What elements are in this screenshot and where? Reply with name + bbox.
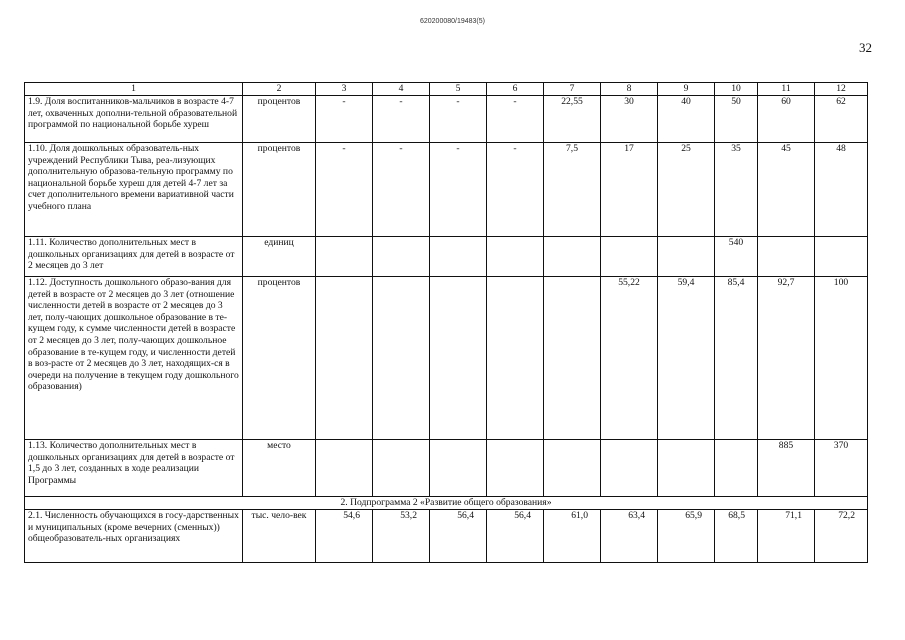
value-cell: [373, 440, 430, 497]
value-cell: 92,7: [758, 277, 815, 440]
col-header: 4: [373, 83, 430, 96]
value-cell: -: [430, 96, 487, 143]
col-header: 11: [758, 83, 815, 96]
table-row: [25, 237, 868, 277]
value-cell: -: [373, 96, 430, 143]
value-cell: [430, 237, 487, 277]
indicator-unit: процентов: [243, 277, 316, 440]
table-row: [25, 96, 868, 143]
indicators-table: [24, 82, 868, 563]
table-row: [25, 510, 868, 563]
value-cell: [430, 440, 487, 497]
value-cell: -: [430, 143, 487, 237]
indicator-name: 1.13. Количество дополнительных мест в дошкольных организациях для детей в возрасте от 1,5 до 3 лет, созданных в ходе реализации Программы: [25, 440, 243, 497]
table-row: [25, 440, 868, 497]
value-cell: 35: [715, 143, 758, 237]
value-cell: [487, 440, 544, 497]
value-cell: [373, 237, 430, 277]
value-cell: -: [487, 96, 544, 143]
value-cell: [316, 440, 373, 497]
value-cell: 45: [758, 143, 815, 237]
col-header: 7: [544, 83, 601, 96]
value-cell: 100: [815, 277, 868, 440]
value-cell: 56,4: [487, 510, 544, 563]
table-row: [25, 143, 868, 237]
value-cell: 71,1: [758, 510, 815, 563]
value-cell: 65,9: [658, 510, 715, 563]
value-cell: 72,2: [815, 510, 868, 563]
value-cell: [815, 237, 868, 277]
value-cell: 85,4: [715, 277, 758, 440]
value-cell: 370: [815, 440, 868, 497]
value-cell: [316, 237, 373, 277]
col-header: 3: [316, 83, 373, 96]
indicator-unit: процентов: [243, 96, 316, 143]
value-cell: 540: [715, 237, 758, 277]
value-cell: -: [373, 143, 430, 237]
value-cell: [544, 440, 601, 497]
value-cell: [487, 277, 544, 440]
section-row: [25, 497, 868, 510]
indicator-name: 2.1. Численность обучающихся в госу-дарственных и муниципальных (кроме вечерних (сменных)) общеобразователь-ных организациях: [25, 510, 243, 563]
value-cell: 60: [758, 96, 815, 143]
header-row: [25, 83, 868, 96]
value-cell: 7,5: [544, 143, 601, 237]
col-header: 5: [430, 83, 487, 96]
value-cell: 48: [815, 143, 868, 237]
value-cell: [544, 237, 601, 277]
value-cell: 62: [815, 96, 868, 143]
value-cell: [658, 237, 715, 277]
col-header: 9: [658, 83, 715, 96]
value-cell: [316, 277, 373, 440]
col-header: 8: [601, 83, 658, 96]
section-title: 2. Подпрограмма 2 «Развитие общего образования»: [25, 497, 868, 510]
value-cell: [658, 440, 715, 497]
value-cell: [601, 237, 658, 277]
value-cell: 30: [601, 96, 658, 143]
value-cell: 40: [658, 96, 715, 143]
indicator-unit: место: [243, 440, 316, 497]
document-id: 620200080/19483(5): [419, 18, 485, 25]
value-cell: [373, 277, 430, 440]
indicator-unit: тыс. чело-век: [243, 510, 316, 563]
value-cell: -: [487, 143, 544, 237]
value-cell: [601, 440, 658, 497]
value-cell: 53,2: [373, 510, 430, 563]
indicator-name: 1.12. Доступность дошкольного образо-вания для детей в возрасте от 2 месяцев до 3 лет (отношение численности детей в возрасте от 2 месяцев до 3 лет, полу-чающих дошкольное образование в те-кущем году, к сумме численности детей в возрасте от 2 месяцев до 3 лет, полу-чающих дошкольное образование в те-кущем году, и численности детей в воз-расте от 2 месяцев до 3 лет, находящих-ся в очереди на получение в текущем году дошкольного образования): [25, 277, 243, 440]
indicator-name: 1.9. Доля воспитанников-мальчиков в возрасте 4-7 лет, охваченных дополни-тельной образовательной программой по национальной борьбе хуреш: [25, 96, 243, 143]
col-header: 2: [243, 83, 316, 96]
indicator-unit: единиц: [243, 237, 316, 277]
indicator-name: 1.11. Количество дополнительных мест в дошкольных организациях для детей в возрасте от 2 месяцев до 3 лет: [25, 237, 243, 277]
value-cell: 22,55: [544, 96, 601, 143]
value-cell: [758, 237, 815, 277]
value-cell: 63,4: [601, 510, 658, 563]
indicator-name: 1.10. Доля дошкольных образователь-ных учреждений Республики Тыва, реа-лизующих дополнительную образова-тельную программу по национальной борьбе хуреш для детей 4-7 лет за счет дополнительного времени вариативной части учебного плана: [25, 143, 243, 237]
table-row: [25, 277, 868, 440]
value-cell: [430, 277, 487, 440]
value-cell: 59,4: [658, 277, 715, 440]
value-cell: 885: [758, 440, 815, 497]
value-cell: 55,22: [601, 277, 658, 440]
col-header: 12: [815, 83, 868, 96]
value-cell: 25: [658, 143, 715, 237]
value-cell: -: [316, 143, 373, 237]
col-header: 6: [487, 83, 544, 96]
value-cell: 56,4: [430, 510, 487, 563]
value-cell: 68,5: [715, 510, 758, 563]
value-cell: 17: [601, 143, 658, 237]
value-cell: -: [316, 96, 373, 143]
col-header: 10: [715, 83, 758, 96]
col-header: 1: [25, 83, 243, 96]
page-number: 32: [859, 40, 872, 55]
value-cell: 50: [715, 96, 758, 143]
value-cell: [487, 237, 544, 277]
value-cell: [544, 277, 601, 440]
value-cell: 61,0: [544, 510, 601, 563]
indicator-unit: процентов: [243, 143, 316, 237]
value-cell: [715, 440, 758, 497]
value-cell: 54,6: [316, 510, 373, 563]
